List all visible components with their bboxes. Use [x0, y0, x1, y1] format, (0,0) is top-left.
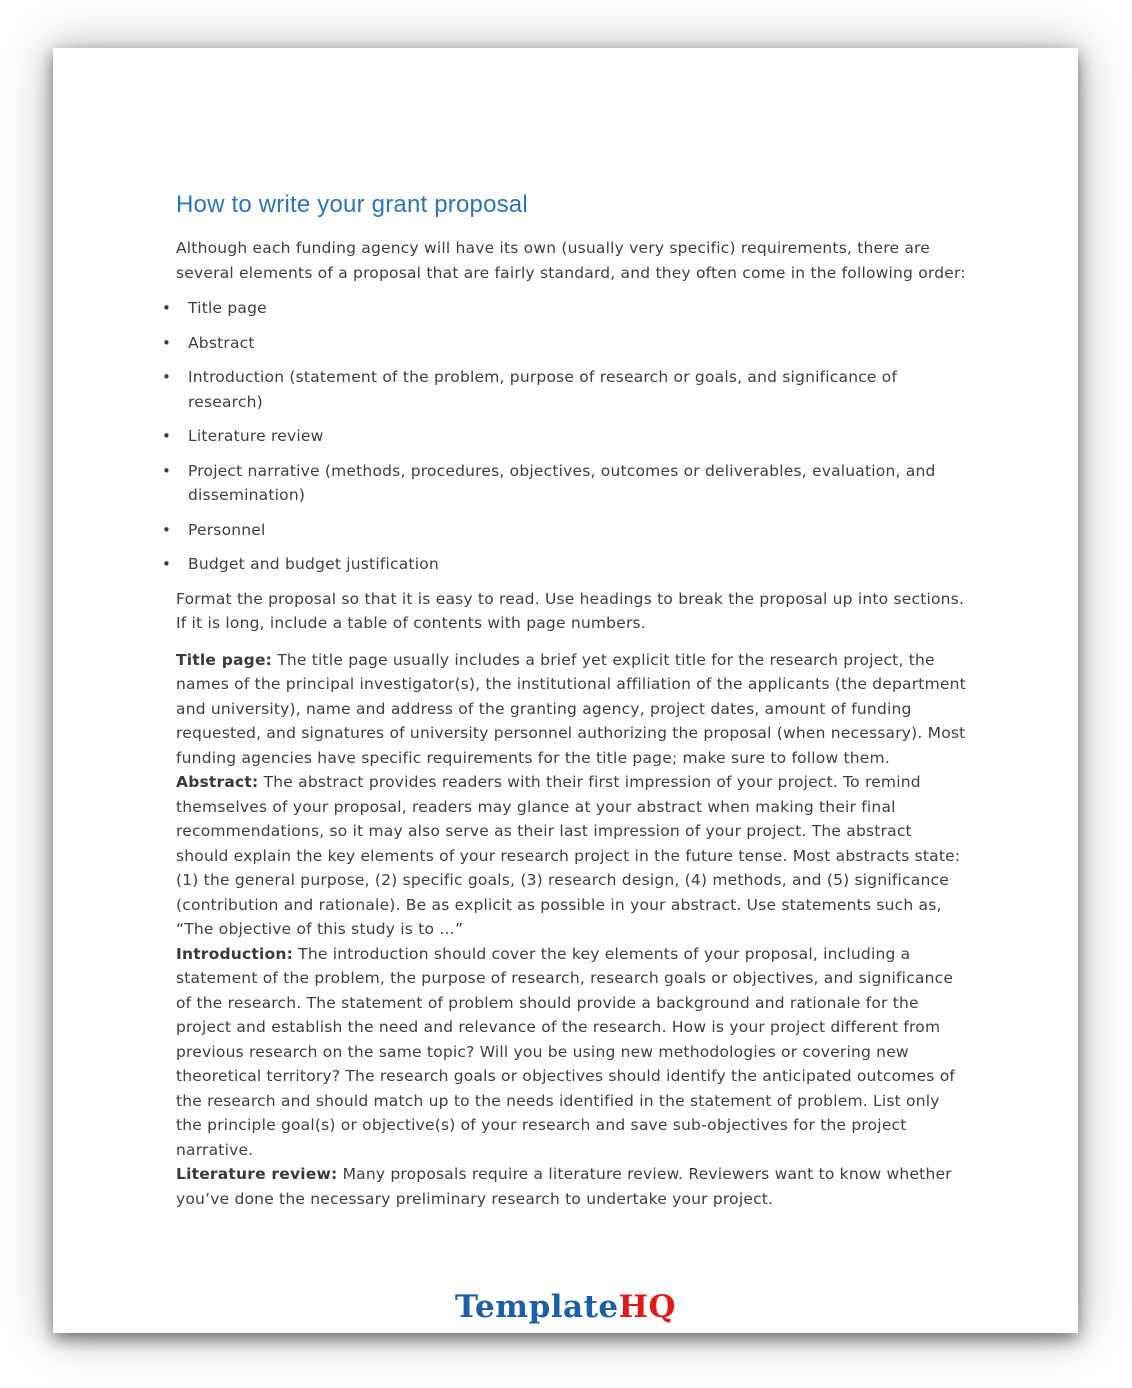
section-abstract-text: The abstract provides readers with their first impression of your project. To remind themselves of your proposal, readers may glance at your abstract when making their final recommendations, so it may also serve as their last impression of your project. The abstract should explain the key elements of your research project in the future tense. Most abstracts state: (1) the general purpose, (2) specific goals, (3) research design, (4) methods, and (5) significance (contribution and rationale). Be as explicit as possible in your abstract. Use statements such as, “The objective of this study is to …”: [176, 773, 961, 938]
list-item-abstract: • Abstract: [160, 331, 968, 356]
format-paragraph: Format the proposal so that it is easy to read. Use headings to break the proposal up into sections. If it is long, include a table of contents with page numbers.: [176, 589, 965, 632]
list-item-introduction: • Introduction (statement of the problem, purpose of research or goals, and significance of research): [160, 365, 968, 414]
list-item-project-narrative: • Project narrative (methods, procedures, objectives, outcomes or deliverables, evaluation, and dissemination): [160, 459, 968, 508]
list-item-budget: • Budget and budget justification: [160, 552, 968, 577]
logo-text-template: Template: [455, 1289, 619, 1325]
section-literature-review-text: Many proposals require a literature review. Reviewers want to know whether you’ve done the necessary preliminary research to undertake your project.: [176, 1165, 952, 1208]
document-content: [53, 48, 1078, 1211]
section-title-page-text: The title page usually includes a brief yet explicit title for the research project, the names of the principal investigator(s), the institutional affiliation of the applicants (the department and university), name and address of the granting agency, project dates, amount of funding requested, and signatures of university personnel authorizing the proposal (when necessary). Most funding agencies have specific requirements for the title page; make sure to follow them.: [176, 650, 966, 767]
intro-paragraph: Although each funding agency will have its own (usually very specific) requirements, there are several elements of a proposal that are fairly standard, and they often come in the following order:: [176, 239, 966, 282]
list-item-personnel: • Personnel: [160, 518, 968, 543]
section-introduction-text: The introduction should cover the key elements of your proposal, including a statement of the problem, the purpose of research, research goals or objectives, and significance of the research. The statement of problem should provide a background and rationale for the project and establish the need and relevance of the research. How is your project different from previous research on the same topic? Will you be using new methodologies or covering new theoretical territory? The research goals or objectives should identify the anticipated outcomes of the research and should match up to the needs identified in the statement of problem. List only the principle goal(s) or objective(s) of your research and save sub-objectives for the project narrative.: [176, 944, 956, 1159]
section-title-page: [176, 648, 968, 771]
list-item-title-page: • Title page: [160, 296, 968, 321]
proposal-elements-list: [160, 296, 968, 577]
section-introduction-label: Introduction:: [176, 944, 294, 963]
section-abstract-label: Abstract:: [176, 773, 259, 791]
section-literature-review-label: Literature review:: [176, 1165, 338, 1183]
section-literature-review: [176, 1162, 968, 1211]
section-abstract: [176, 770, 968, 942]
document-page: [53, 48, 1078, 1333]
templatehq-logo: [53, 1284, 1078, 1330]
section-introduction: [176, 942, 968, 1163]
section-title-page-label: Title page:: [176, 650, 273, 669]
section-paragraphs: [176, 648, 968, 1212]
page-title: How to write your grant proposal: [176, 191, 528, 218]
list-item-literature-review: • Literature review: [160, 424, 968, 449]
logo-text-hq: HQ: [618, 1289, 676, 1325]
